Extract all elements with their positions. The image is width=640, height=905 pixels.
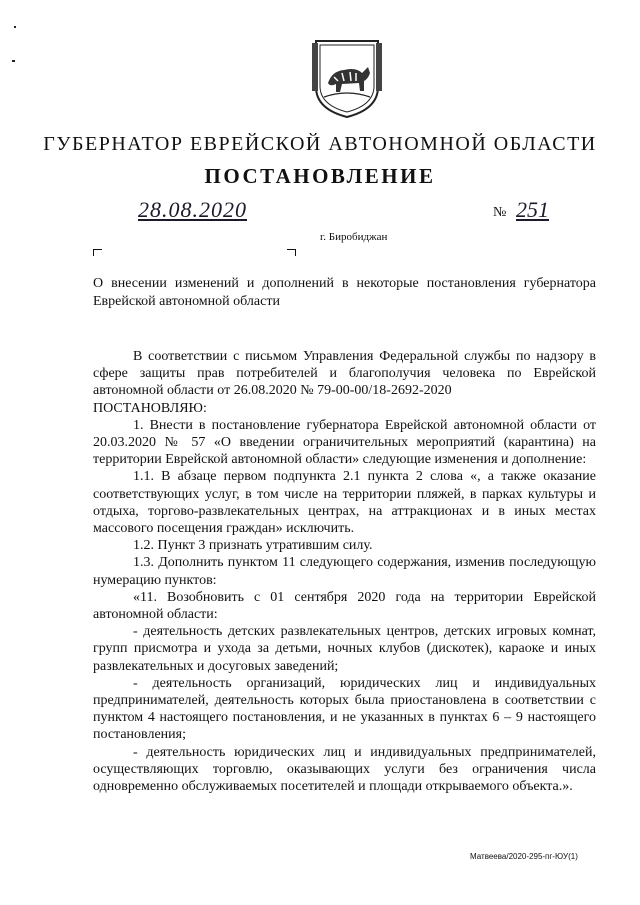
body-paragraph: 1.3. Дополнить пунктом 11 следующего содержания, изменив последующую нумерацию пунктов:	[93, 555, 596, 588]
subject-corner-right	[287, 249, 296, 256]
governor-heading: ГУБЕРНАТОР ЕВРЕЙСКОЙ АВТОНОМНОЙ ОБЛАСТИ	[43, 133, 597, 155]
decree-subject: О внесении изменений и дополнений в некоторые постановления губернатора Еврейской автономной области	[93, 276, 596, 309]
city-label: г. Биробиджан	[320, 231, 388, 243]
decree-date: 28.08.2020	[138, 197, 247, 222]
decree-number: 251	[516, 197, 549, 222]
coat-of-arms-tiger-icon	[310, 37, 384, 121]
document-title: ПОСТАНОВЛЕНИЕ	[204, 164, 436, 188]
subject-corner-left	[93, 249, 102, 256]
body-paragraph: 1.1. В абзаце первом подпункта 2.1 пункта 2 слова «, а также оказание соответствующих услуг, в том числе на территории пляжей, в парках культуры и отдыха, торгово-развлекательных центрах, на аттракционах и в иных местах массового посещения граждан» исключить.	[93, 469, 596, 537]
body-paragraph: - деятельность организаций, юридических лиц и индивидуальных предпринимателей, деятельность которых была приостановлена в соответствии с пунктом 4 настоящего постановления, и не указанных в пунктах 6 – 9 настоящего постановления;	[93, 675, 596, 743]
footer-reference: Матвеева/2020-295-пг-ЮУ(1)	[470, 852, 578, 861]
scan-speck	[14, 26, 16, 28]
body-paragraph: В соответствии с письмом Управления Федеральной службы по надзору в сфере защиты прав потребителей и благополучия человека по Еврейской автономной области от 26.08.2020 № 79-00-00/18-2692-2020	[93, 349, 596, 399]
decree-body	[93, 348, 596, 795]
body-paragraph: - деятельность юридических лиц и индивидуальных предпринимателей, осуществляющих торговлю, оказывающих услуги без ограничения числа одновременно обслуживаемых посетителей и площади открываемого объекта.».	[93, 744, 596, 795]
body-paragraph: - деятельность детских развлекательных центров, детских игровых комнат, групп присмотра и ухода за детьми, ночных клубов (дискотек), караоке и иных развлекательных и досуговых заведений;	[93, 624, 596, 674]
body-paragraph: 1. Внести в постановление губернатора Еврейской автономной области от 20.03.2020 № 57 «О введении ограничительных мероприятий (карантина) на территории Еврейской автономной области» следующие изменения и дополнение:	[93, 417, 596, 468]
scan-speck	[12, 60, 15, 62]
body-paragraph: 1.2. Пункт 3 признать утратившим силу.	[133, 538, 373, 554]
body-paragraph: «11. Возобновить с 01 сентября 2020 года на территории Еврейской автономной области:	[93, 589, 596, 623]
resolution-word: ПОСТАНОВЛЯЮ:	[93, 400, 207, 416]
number-label: №	[493, 205, 507, 220]
